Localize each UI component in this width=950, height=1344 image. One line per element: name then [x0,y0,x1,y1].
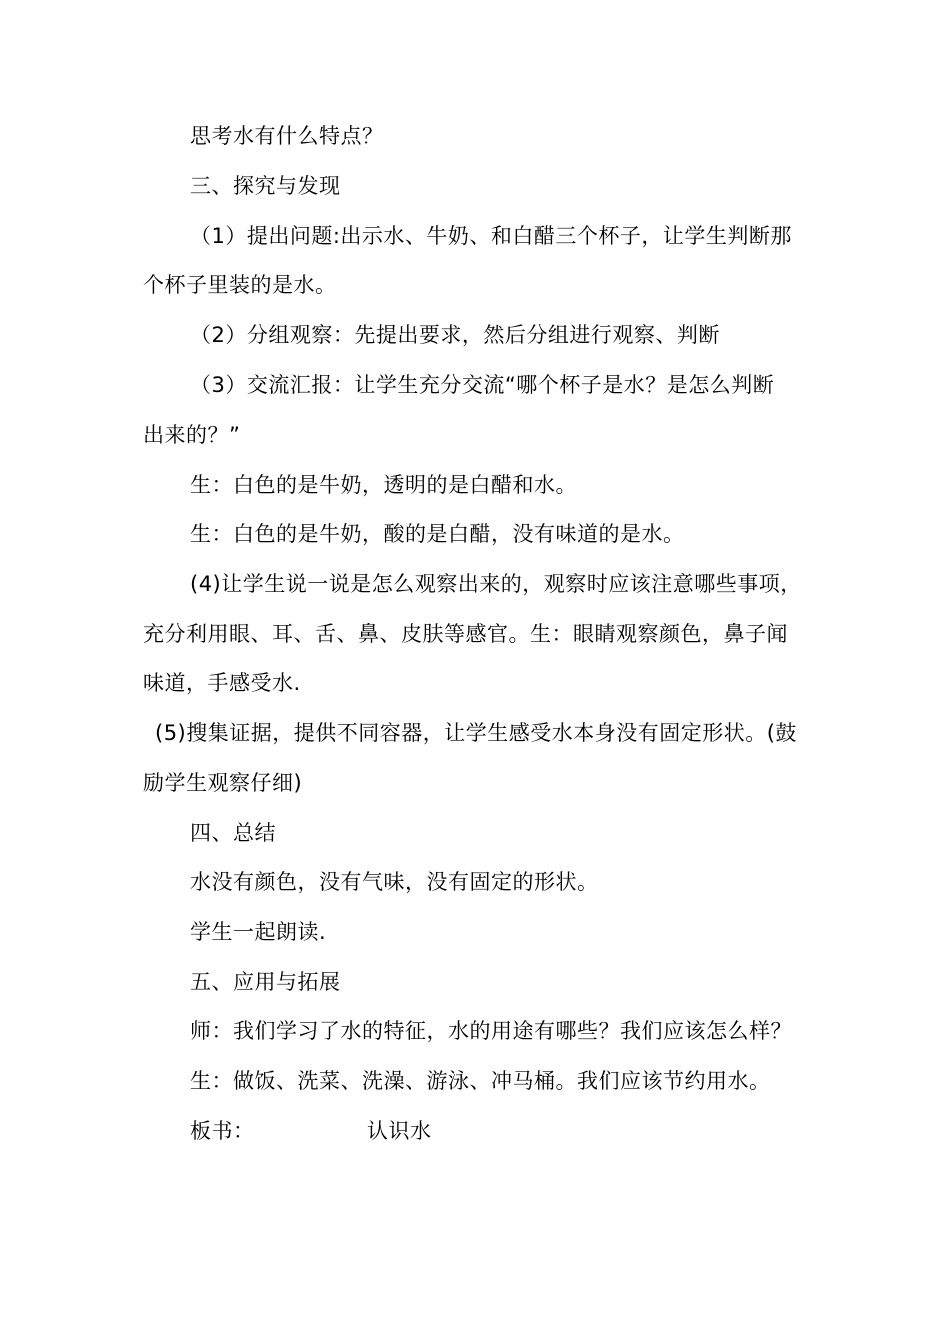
text-line: 出来的？” [143,423,241,447]
text-line: (5)搜集证据，提供不同容器，让学生感受水本身没有固定形状。(鼓 [155,721,797,745]
board-label: 板书： [190,1119,255,1143]
section-heading: 四、总结 [190,821,276,845]
text-line: (4)让学生说一说是怎么观察出来的，观察时应该注意哪些事项， [190,572,802,596]
text-line: 个杯子里装的是水。 [143,273,337,297]
board-title: 认识水 [367,1119,432,1143]
text-line: 生：做饭、洗菜、洗澡、游泳、冲马桶。我们应该节约用水。 [190,1069,771,1093]
section-heading: 三、探究与发现 [190,174,341,198]
text-line: 思考水有什么特点？ [190,124,384,148]
text-line: 师：我们学习了水的特征，水的用途有哪些？我们应该怎么样？ [190,1019,792,1043]
text-line: 味道，手感受水. [143,671,301,695]
text-line: （1）提出问题:出示水、牛奶、和白醋三个杯子，让学生判断那 [190,224,792,248]
section-heading: 五、应用与拓展 [190,970,341,994]
text-line: 学生一起朗读. [190,920,327,944]
text-line: 水没有颜色，没有气味，没有固定的形状。 [190,870,599,894]
text-line: 生：白色的是牛奶，透明的是白醋和水。 [190,473,577,497]
text-line: 生：白色的是牛奶，酸的是白醋，没有味道的是水。 [190,522,685,546]
text-line: （2）分组观察：先提出要求，然后分组进行观察、判断 [190,323,720,347]
text-line: （3）交流汇报：让学生充分交流“哪个杯子是水？是怎么判断 [190,373,775,397]
text-line: 充分利用眼、耳、舌、鼻、皮肤等感官。生：眼睛观察颜色，鼻子闻 [143,622,788,646]
text-line: 励学生观察仔细) [143,771,303,795]
